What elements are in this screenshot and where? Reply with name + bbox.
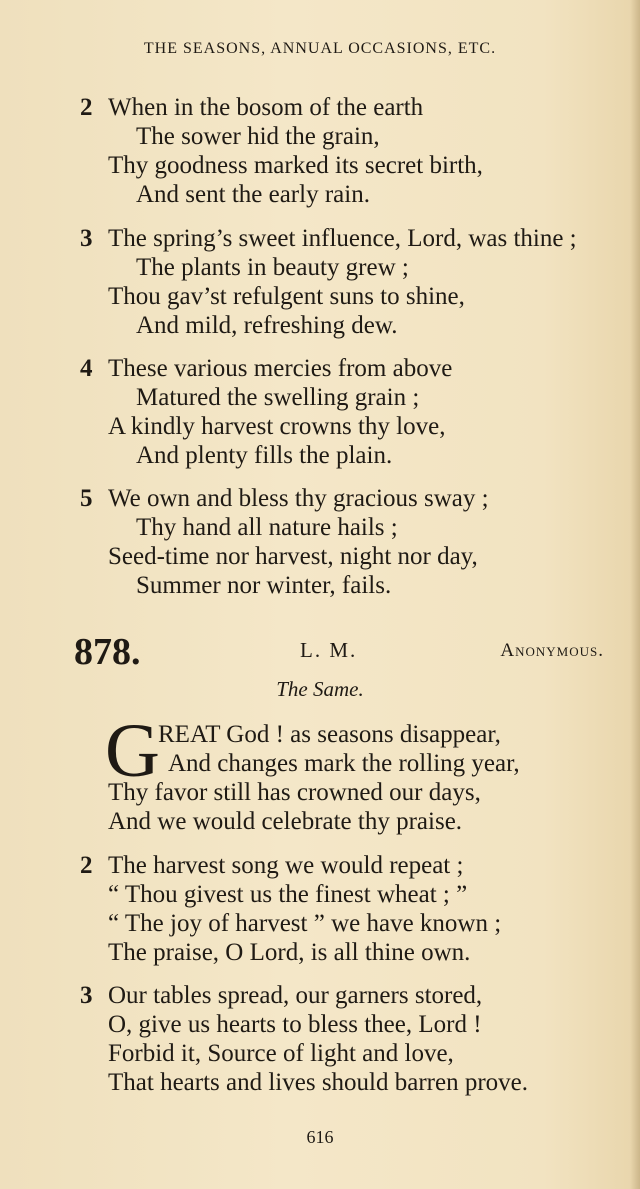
line-4: [80, 180, 640, 209]
line-2: [80, 383, 640, 412]
line-text: A kindly harvest crowns thy love,: [108, 413, 446, 440]
line-1: [80, 720, 640, 749]
line-text: And plenty fills the plain.: [136, 442, 393, 469]
line-1: [80, 93, 640, 122]
hymn-stanza-2: [80, 851, 640, 967]
line-text: Matured the swelling grain ;: [136, 384, 420, 411]
line-text: Thy hand all nature hails ;: [136, 514, 398, 541]
line-3: [80, 778, 640, 807]
stanza-number: 2: [80, 94, 93, 121]
line-2: [80, 749, 640, 778]
line-1: [80, 851, 640, 880]
stanza-4: [80, 354, 640, 470]
stanza-number: 4: [80, 355, 93, 382]
line-text: Our tables spread, our garners stored,: [108, 982, 483, 1009]
stanza-5: [80, 484, 640, 600]
line-text: O, give us hearts to bless thee, Lord !: [108, 1011, 482, 1038]
line-text: Thou gav’st refulgent suns to shine,: [108, 283, 465, 310]
line-text: “ The joy of harvest ” we have known ;: [108, 910, 502, 937]
drop-cap: G: [105, 709, 160, 793]
line-text: And mild, refreshing dew.: [136, 312, 398, 339]
line-4: [80, 938, 640, 967]
line-3: [80, 542, 640, 571]
hymn-meter: L. M.: [300, 638, 358, 662]
line-3: [80, 909, 640, 938]
line-text: We own and bless thy gracious sway ;: [108, 485, 489, 512]
line-4: [80, 571, 640, 600]
line-text: And sent the early rain.: [136, 181, 370, 208]
line-1: [80, 354, 640, 383]
line-4: [80, 441, 640, 470]
line-2: [80, 253, 640, 282]
stanza-2: [80, 93, 640, 209]
hymn-number: 878.: [74, 631, 141, 673]
line-1: [80, 224, 640, 253]
line-2: [80, 880, 640, 909]
stanza-number: 3: [80, 982, 93, 1009]
line-text: That hearts and lives should barren prove.: [108, 1069, 529, 1096]
hymn-subtitle: The Same.: [276, 677, 364, 701]
line-text: And changes mark the rolling year,: [168, 750, 520, 777]
line-4: [80, 1068, 640, 1097]
line-2: [80, 513, 640, 542]
line-text: The harvest song we would repeat ;: [108, 852, 464, 879]
line-3: [80, 1039, 640, 1068]
line-text: The plants in beauty grew ;: [136, 254, 409, 281]
hymn-author: Anonymous.: [500, 640, 604, 661]
line-text: Thy favor still has crowned our days,: [108, 779, 481, 806]
line-text: The praise, O Lord, is all thine own.: [108, 939, 471, 966]
page-number: 616: [306, 1127, 334, 1147]
running-head: THE SEASONS, ANNUAL OCCASIONS, ETC.: [143, 40, 497, 57]
line-text: Seed-time nor harvest, night nor day,: [108, 543, 478, 570]
line-text: The sower hid the grain,: [136, 123, 380, 150]
stanza-number: 3: [80, 225, 93, 252]
stanza-number: 2: [80, 852, 93, 879]
line-text: Summer nor winter, fails.: [136, 572, 392, 599]
line-text: “ Thou givest us the finest wheat ; ”: [108, 881, 468, 908]
line-text: These various mercies from above: [108, 355, 453, 382]
line-1: [80, 484, 640, 513]
line-text: REAT God ! as seasons disappear,: [158, 721, 501, 748]
line-text: Forbid it, Source of light and love,: [108, 1040, 454, 1067]
line-3: [80, 282, 640, 311]
hymn-header: [74, 630, 604, 674]
line-text: And we would celebrate thy praise.: [108, 808, 463, 835]
line-2: [80, 122, 640, 151]
line-text: The spring’s sweet influence, Lord, was thine ;: [108, 225, 577, 252]
line-1: [80, 981, 640, 1010]
stanza-number: 5: [80, 485, 93, 512]
line-text: When in the bosom of the earth: [108, 94, 424, 121]
line-4: [80, 807, 640, 836]
hymn-stanza-3: [80, 981, 640, 1097]
line-2: [80, 1010, 640, 1039]
line-4: [80, 311, 640, 340]
hymn-stanza-1: [80, 709, 640, 836]
line-3: [80, 412, 640, 441]
line-3: [80, 151, 640, 180]
stanza-3: [80, 224, 640, 340]
line-text: Thy goodness marked its secret birth,: [108, 152, 483, 179]
